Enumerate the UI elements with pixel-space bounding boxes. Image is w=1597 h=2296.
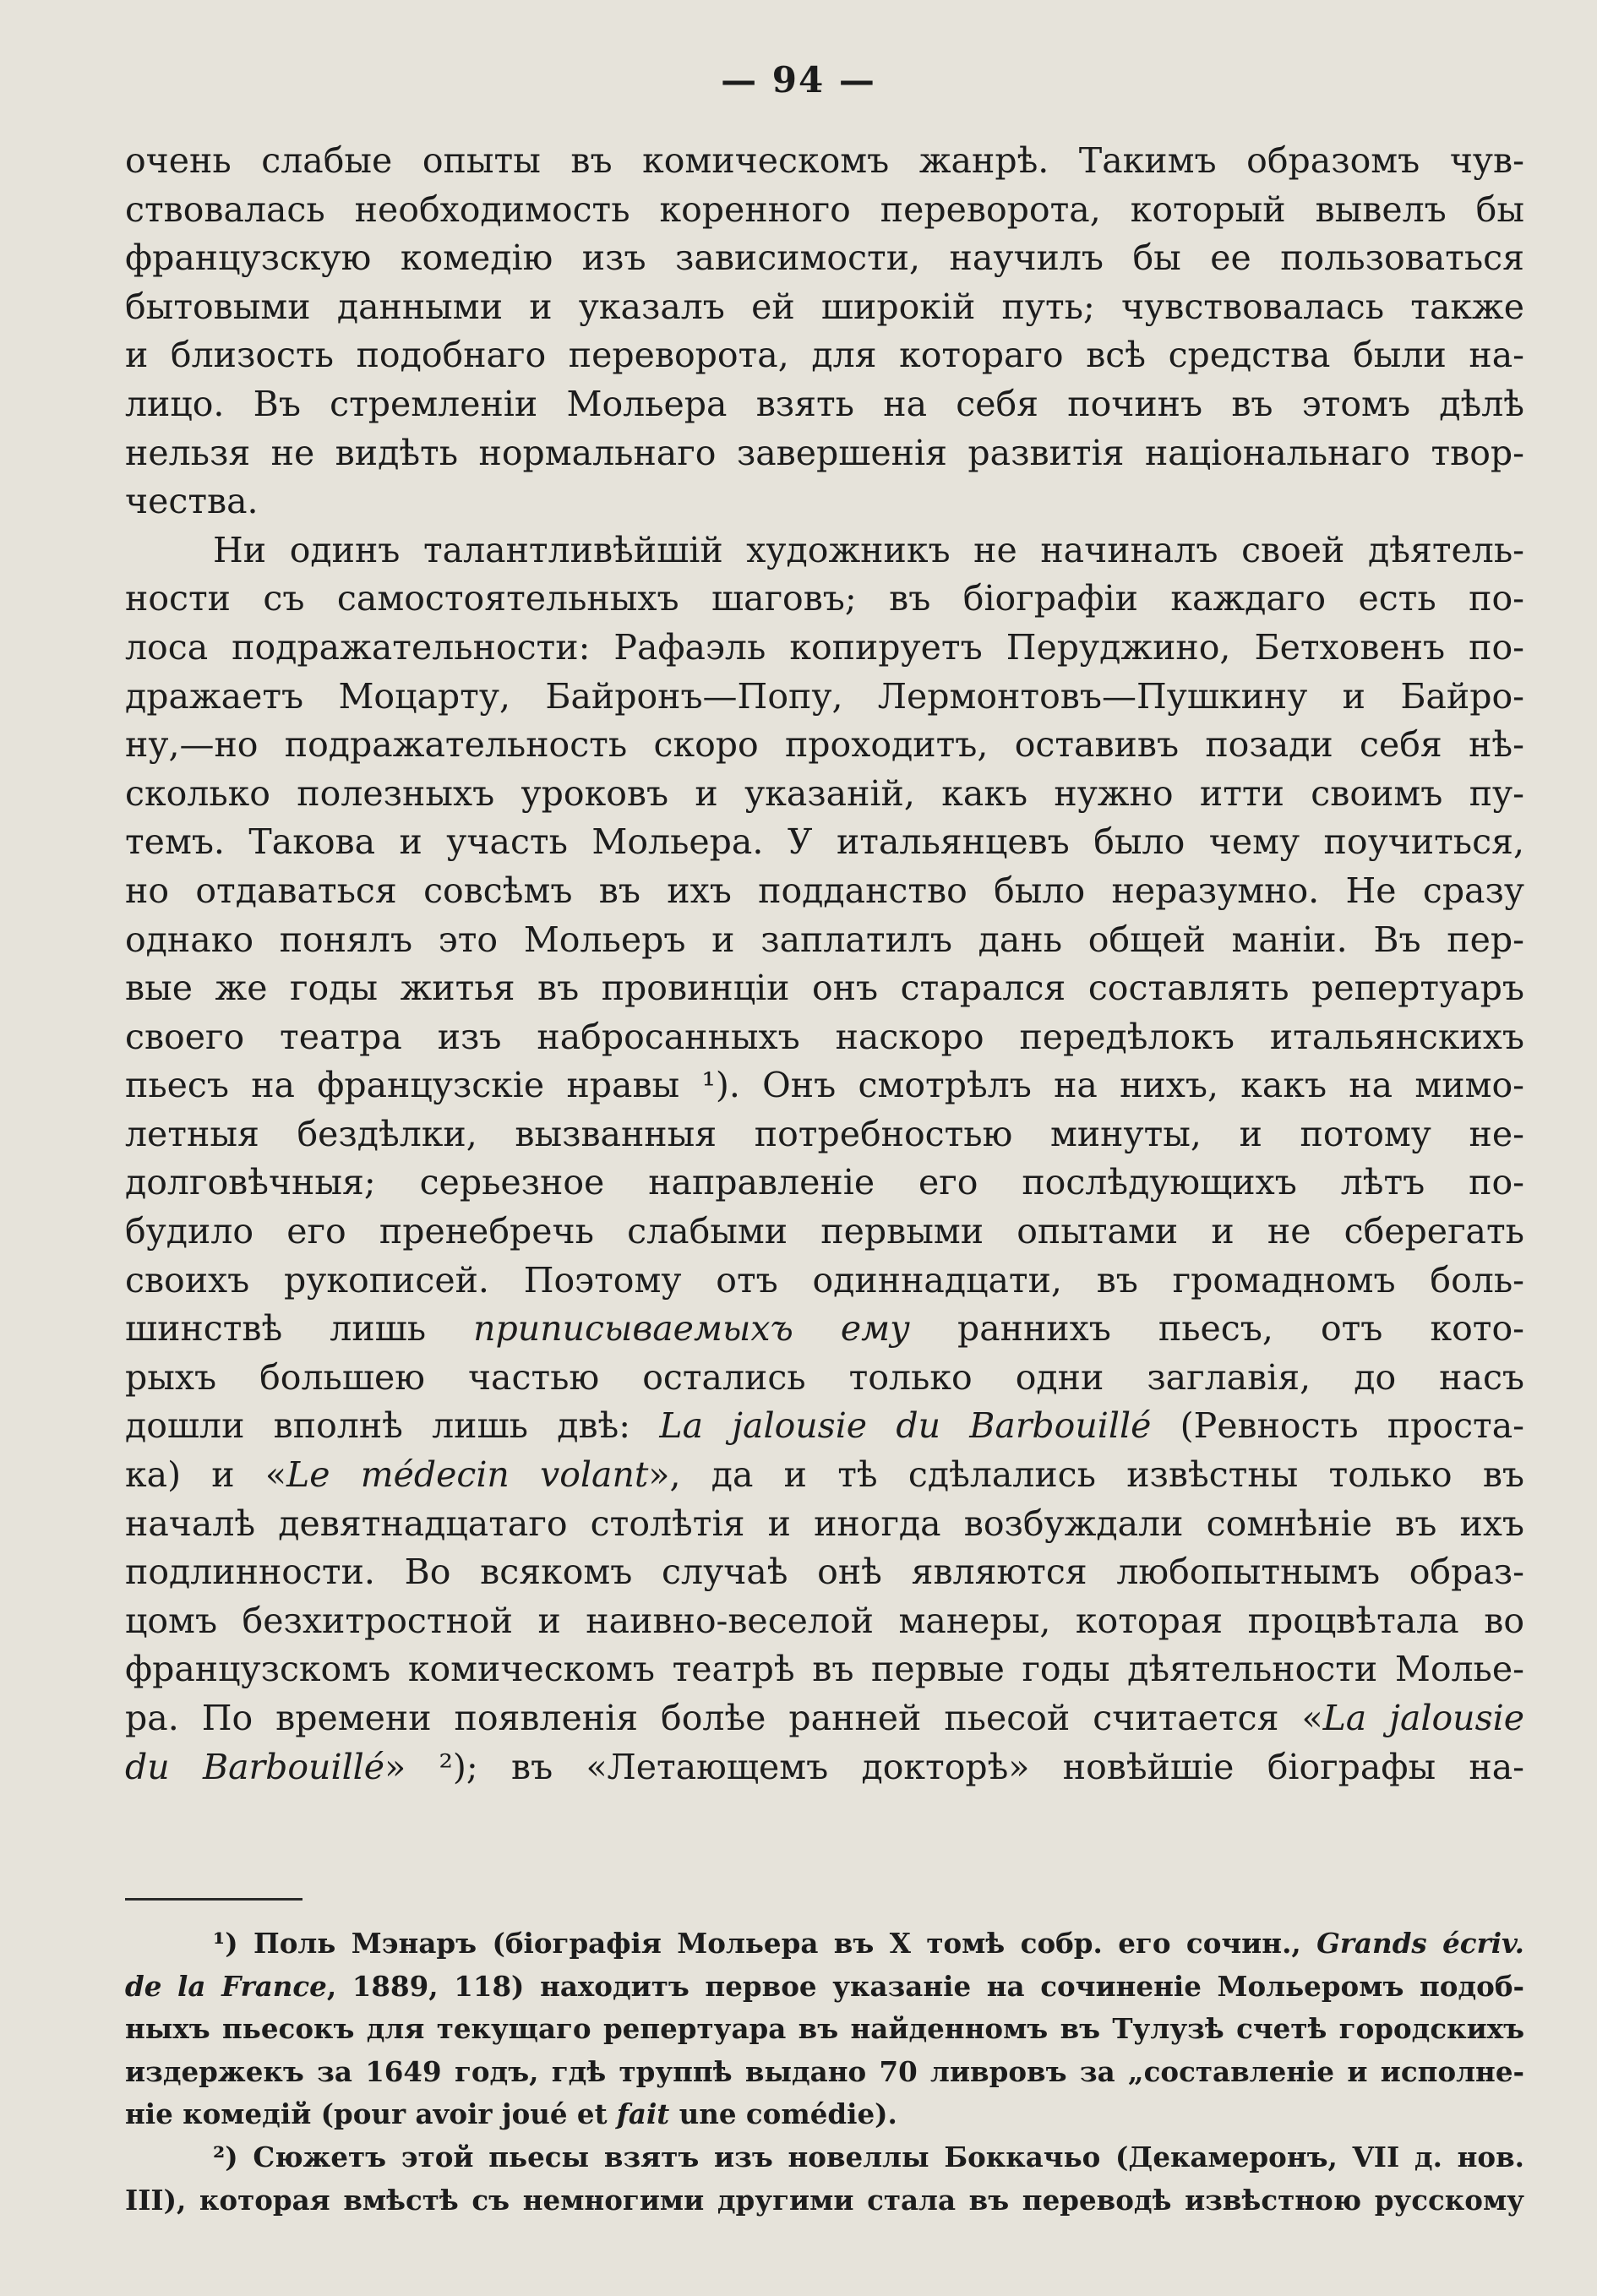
text-line: однако понялъ это Мольеръ и заплатилъ дань общей маніи. Въ пер- [125,919,1524,960]
footnote-line: ²) Сюжетъ этой пьесы взятъ изъ новеллы Боккачьо (Декамеронъ, VII д. нов. [213,2140,1524,2173]
footnote-line [125,1966,1524,2009]
text-line: рыхъ большею частью остались только одни заглавія, до насъ [125,1356,1524,1398]
page-number: — 94 — [721,59,876,101]
italic-text: de la France [125,1969,327,2003]
text-run: ра. По времени появленія болѣе ранней пьесой считается « [125,1698,1323,1738]
text-run: », да и тѣ сдѣлались извѣстны только въ [648,1454,1524,1496]
text-line: подлинности. Во всякомъ случаѣ онѣ являются любопытнымъ образ- [125,1552,1524,1593]
footnote-line: издержекъ за 1649 годъ, гдѣ труппѣ выдано 70 ливровъ за „составленіе и исполне- [125,2054,1524,2088]
text-line: очень слабые опыты въ комическомъ жанрѣ. Такимъ образомъ чув- [125,140,1524,181]
text-run: » ²); въ «Летающемъ докторѣ» новѣйшіе біографы на- [384,1746,1524,1787]
text-line: пьесъ на французскіе нравы ¹). Онъ смотрѣлъ на нихъ, какъ на мимо- [125,1065,1524,1106]
footnote-separator [125,1898,303,1901]
text-run: раннихъ пьесъ, отъ кото- [909,1308,1524,1350]
text-line: своихъ рукописей. Поэтому отъ одиннадцати, въ громадномъ боль- [125,1259,1524,1301]
text-run: ¹) Поль Мэнаръ (біографія Мольера въ X томѣ собр. его сочин., [213,1927,1317,1960]
text-line: началѣ девятнадцатаго столѣтія и иногда возбуждали сомнѣніе въ ихъ [125,1502,1524,1544]
text-line [125,1305,1524,1354]
text-line: летныя бездѣлки, вызванныя потребностью минуты, и потому не- [125,1113,1524,1154]
footnote-line: ныхъ пьесокъ для текущаго репертуара въ найденномъ въ Тулузѣ счетѣ городскихъ [125,2012,1524,2046]
text-line: цомъ безхитростной и наивно-веселой манеры, которая процвѣтала во [125,1600,1524,1641]
text-run: ка) и « [125,1454,286,1496]
italic-text: La jalousie du Barbouillé [659,1405,1152,1447]
text-line [125,1451,1524,1500]
text-line: лицо. Въ стремленіи Мольера взять на себя починъ въ этомъ дѣлѣ [125,383,1524,424]
footnote-line [125,1922,1524,1966]
text-run: ніе комедій (pour avoir joué et [125,2097,617,2131]
footnote-line: III), которая вмѣстѣ съ немногими другими стала въ переводѣ извѣстною русскому [125,2183,1524,2217]
italic-text: приписываемыхъ ему [473,1308,910,1350]
italic-text: fait [616,2097,670,2131]
italic-text: La jalousie [1322,1698,1524,1738]
footnotes [125,1922,1524,2222]
text-run: шинствѣ лишь [125,1308,474,1350]
text-line: Ни одинъ талантливѣйшій художникъ не начиналъ своей дѣятель- [213,529,1524,570]
text-line: чества. [125,481,259,522]
text-run: , 1889, 118) находитъ первое указаніе на сочиненіе Мольеромъ подоб- [326,1969,1524,2003]
italic-text: Le médecin volant [286,1454,649,1496]
text-run: дошли вполнѣ лишь двѣ: [125,1405,660,1447]
text-line: темъ. Такова и участь Мольера. У итальянцевъ было чему поучиться, [125,821,1524,863]
text-line: ствовалась необходимость коренного переворота, который вывелъ бы [125,188,1524,230]
text-run: une comédie). [669,2097,897,2131]
text-line: французскую комедію изъ зависимости, научилъ бы ее пользоваться [125,237,1524,279]
main-text [125,137,1524,1792]
text-line: лоса подражательности: Рафаэль копируетъ Перуджино, Бетховенъ по- [125,626,1524,668]
footnote-line [125,2093,1524,2136]
text-line [125,1743,1524,1792]
text-line: бытовыми данными и указалъ ей широкій путь; чувствовалась также [125,286,1524,327]
text-line: долговѣчныя; серьезное направленіе его послѣдующихъ лѣтъ по- [125,1162,1524,1203]
text-line: сколько полезныхъ уроковъ и указаній, какъ нужно итти своимъ пу- [125,772,1524,814]
text-line: и близость подобнаго переворота, для котораго всѣ средства были на- [125,335,1524,376]
italic-text: Grands écriv. [1316,1927,1524,1960]
text-line: французскомъ комическомъ театрѣ въ первые годы дѣятельности Молье- [125,1649,1524,1690]
text-line [125,1694,1524,1743]
text-line: будило его пренебречь слабыми первыми опытами и не сберегать [125,1211,1524,1252]
text-line: вые же годы житья въ провинціи онъ старался составлять репертуаръ [125,968,1524,1009]
text-line: но отдаваться совсѣмъ въ ихъ подданство было неразумно. Не сразу [125,870,1524,911]
italic-text: du Barbouillé [125,1746,385,1787]
text-line [125,1402,1524,1451]
text-line: дражаетъ Моцарту, Байронъ—Попу, Лермонтовъ—Пушкину и Байро- [125,675,1524,717]
text-line: ну,—но подражательность скоро проходитъ, оставивъ позади себя нѣ- [125,724,1524,766]
text-line: нельзя не видѣть нормальнаго завершенія развитія національнаго твор- [125,432,1524,473]
text-line: ности съ самостоятельныхъ шаговъ; въ біографіи каждаго есть по- [125,578,1524,619]
text-run: (Ревность проста- [1151,1405,1524,1447]
text-line: своего театра изъ набросанныхъ наскоро передѣлокъ итальянскихъ [125,1016,1524,1057]
